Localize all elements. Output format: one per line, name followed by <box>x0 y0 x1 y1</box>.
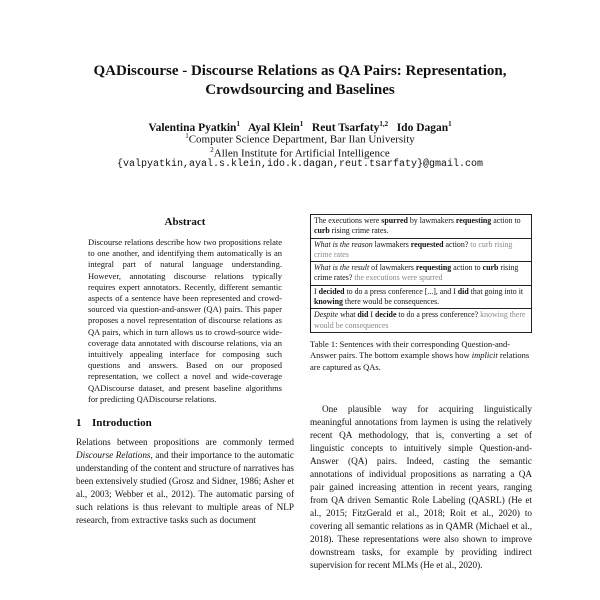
predicate: requesting <box>415 263 452 273</box>
table-row <box>311 261 531 285</box>
paper-title <box>40 62 560 100</box>
cell-text: I <box>368 310 375 320</box>
author-name: Ayal Klein <box>247 121 300 134</box>
predicate: decided <box>318 286 345 296</box>
author-name: Ido Dagan <box>396 121 449 134</box>
question-prefix: Despite <box>314 310 339 320</box>
cell-text: action to <box>491 216 521 225</box>
author-affil-marker: 1 <box>299 120 304 128</box>
cell-text: rising crime rates? <box>314 263 519 283</box>
cell-text: action? <box>443 239 469 249</box>
qa-table <box>310 214 532 333</box>
section-number: 1 <box>76 417 82 430</box>
cell-text: rising crime rates. <box>329 226 389 236</box>
predicate: curb <box>482 263 499 273</box>
cell-text: of lawmakers <box>369 263 416 273</box>
intro-emphasis: Discourse Relations <box>76 450 151 461</box>
title-line-1: QADiscourse - Discourse Relations as QA Pairs: Representation, <box>93 63 507 79</box>
table-row <box>311 285 531 309</box>
predicate: knowing <box>314 297 343 307</box>
author-affil-marker: 1,2 <box>379 120 389 128</box>
author-emails: {valpyatkin,ayal.s.klein,ido.k.dagan,reut.tsarfaty}@gmail.com <box>116 159 484 170</box>
predicate: curb <box>314 226 330 236</box>
intro-text: Relations between propositions are commonly termed <box>76 437 294 448</box>
cell-text: by lawmakers <box>407 216 456 225</box>
answer-text: to curb rising crime rates <box>314 239 513 259</box>
cell-text: I <box>314 286 319 296</box>
body-paragraph: One plausible way for acquiring linguistically meaningful annotations from laymen is using the relatively recent QA methodology, that is, converting a set of linguistic concepts to intuitively simple Question-and-Answer (QA) pairs. Indeed, casting the semantic annotations of individual propositions as narrating a QA pair gained increasing attention in recent years, ranging from QA driven Semantic Role Labeling (QASRL) (He et al., 2015; FitzGerald et al., 2018; Roit et al., 2020) to covering all semantic relations as in QAMR (Michael et al., 2018). These representations were also shown to improve downstream tasks, for example by providing indirect supervision for recent MLMs (He et al., 2020). <box>310 404 532 571</box>
abstract-body: Discourse relations describe how two propositions relate to one another, and identifying them automatically is an integral part of natural language understanding. However, annotating discourse relations typically requires expert annotators. Recently, different semantic aspects of a sentence have been represented and crowd-sourced via question-and-answer (QA) pairs. This paper proposes a novel representation of discourse relations as QA pairs, which in turn allows us to crowd-source wide-coverage data annotated with discourse relations, via an intuitively appealing interface for composing such questions and answers. Based on our proposed representation, we collect a novel and wide-coverage QADiscourse dataset, and present baseline algorithms for predicting QADiscourse relations. <box>88 237 282 404</box>
cell-text: to do a press conference [...], and I <box>344 286 458 296</box>
table-row <box>311 238 531 262</box>
affil-marker: 2 <box>210 146 214 154</box>
author-name: Valentina Pyatkin <box>148 121 237 134</box>
cell-text: action to <box>451 263 483 273</box>
caption-emphasis: implicit <box>471 350 498 361</box>
caption-text: Table 1: Sentences with their corresponding Question-and-Answer pairs. The bottom example shows how <box>310 338 511 361</box>
left-column <box>76 216 294 527</box>
cell-text: lawmakers <box>372 239 411 249</box>
table-caption <box>310 339 532 374</box>
right-column <box>310 214 532 572</box>
table-row <box>311 308 531 332</box>
cell-text: The executions were <box>314 216 382 225</box>
predicate: did <box>457 286 469 296</box>
table-row <box>311 215 531 238</box>
question-prefix: What is the reason <box>314 239 373 249</box>
predicate: spurred <box>381 216 408 225</box>
answer-text: knowing there would be consequences <box>314 310 526 330</box>
author-affil-marker: 1 <box>236 120 240 128</box>
section-title: Introduction <box>92 417 152 430</box>
answer-text: the executions were spurred <box>352 273 443 283</box>
intro-text: , and their importance to the automatic understanding of the content and structure of narratives has been extensively studied (Grosz and Sidner, 1986; Asher et al., 2003; Webber et al., 2012). The automatic parsing of such relations is thus relevant to multiple areas of NLP research, from extractive tasks such as document <box>76 450 294 526</box>
cell-text: there would be consequences. <box>342 297 440 307</box>
predicate: did <box>357 310 369 320</box>
predicate: requesting <box>455 216 492 225</box>
author-affil-marker: 1 <box>448 120 452 128</box>
intro-paragraph <box>76 436 294 527</box>
cell-text: to do a press conference? <box>396 310 479 320</box>
caption-text: relations are captured as QAs. <box>310 350 530 372</box>
predicate: decide <box>374 310 397 320</box>
author-name: Reut Tsarfaty <box>311 121 380 134</box>
cell-text: that going into it <box>468 286 524 296</box>
affil-text: Computer Science Department, Bar Ilan University <box>188 133 415 146</box>
cell-text: what <box>338 310 358 320</box>
section-heading-introduction <box>76 417 294 430</box>
affil-text: Allen Institute for Artificial Intelligence <box>213 147 390 160</box>
question-prefix: What is the result <box>314 263 370 273</box>
title-line-2: Crowdsourcing and Baselines <box>205 82 395 98</box>
predicate: requested <box>410 239 444 249</box>
affil-marker: 1 <box>185 132 189 140</box>
abstract-heading: Abstract <box>164 216 206 228</box>
